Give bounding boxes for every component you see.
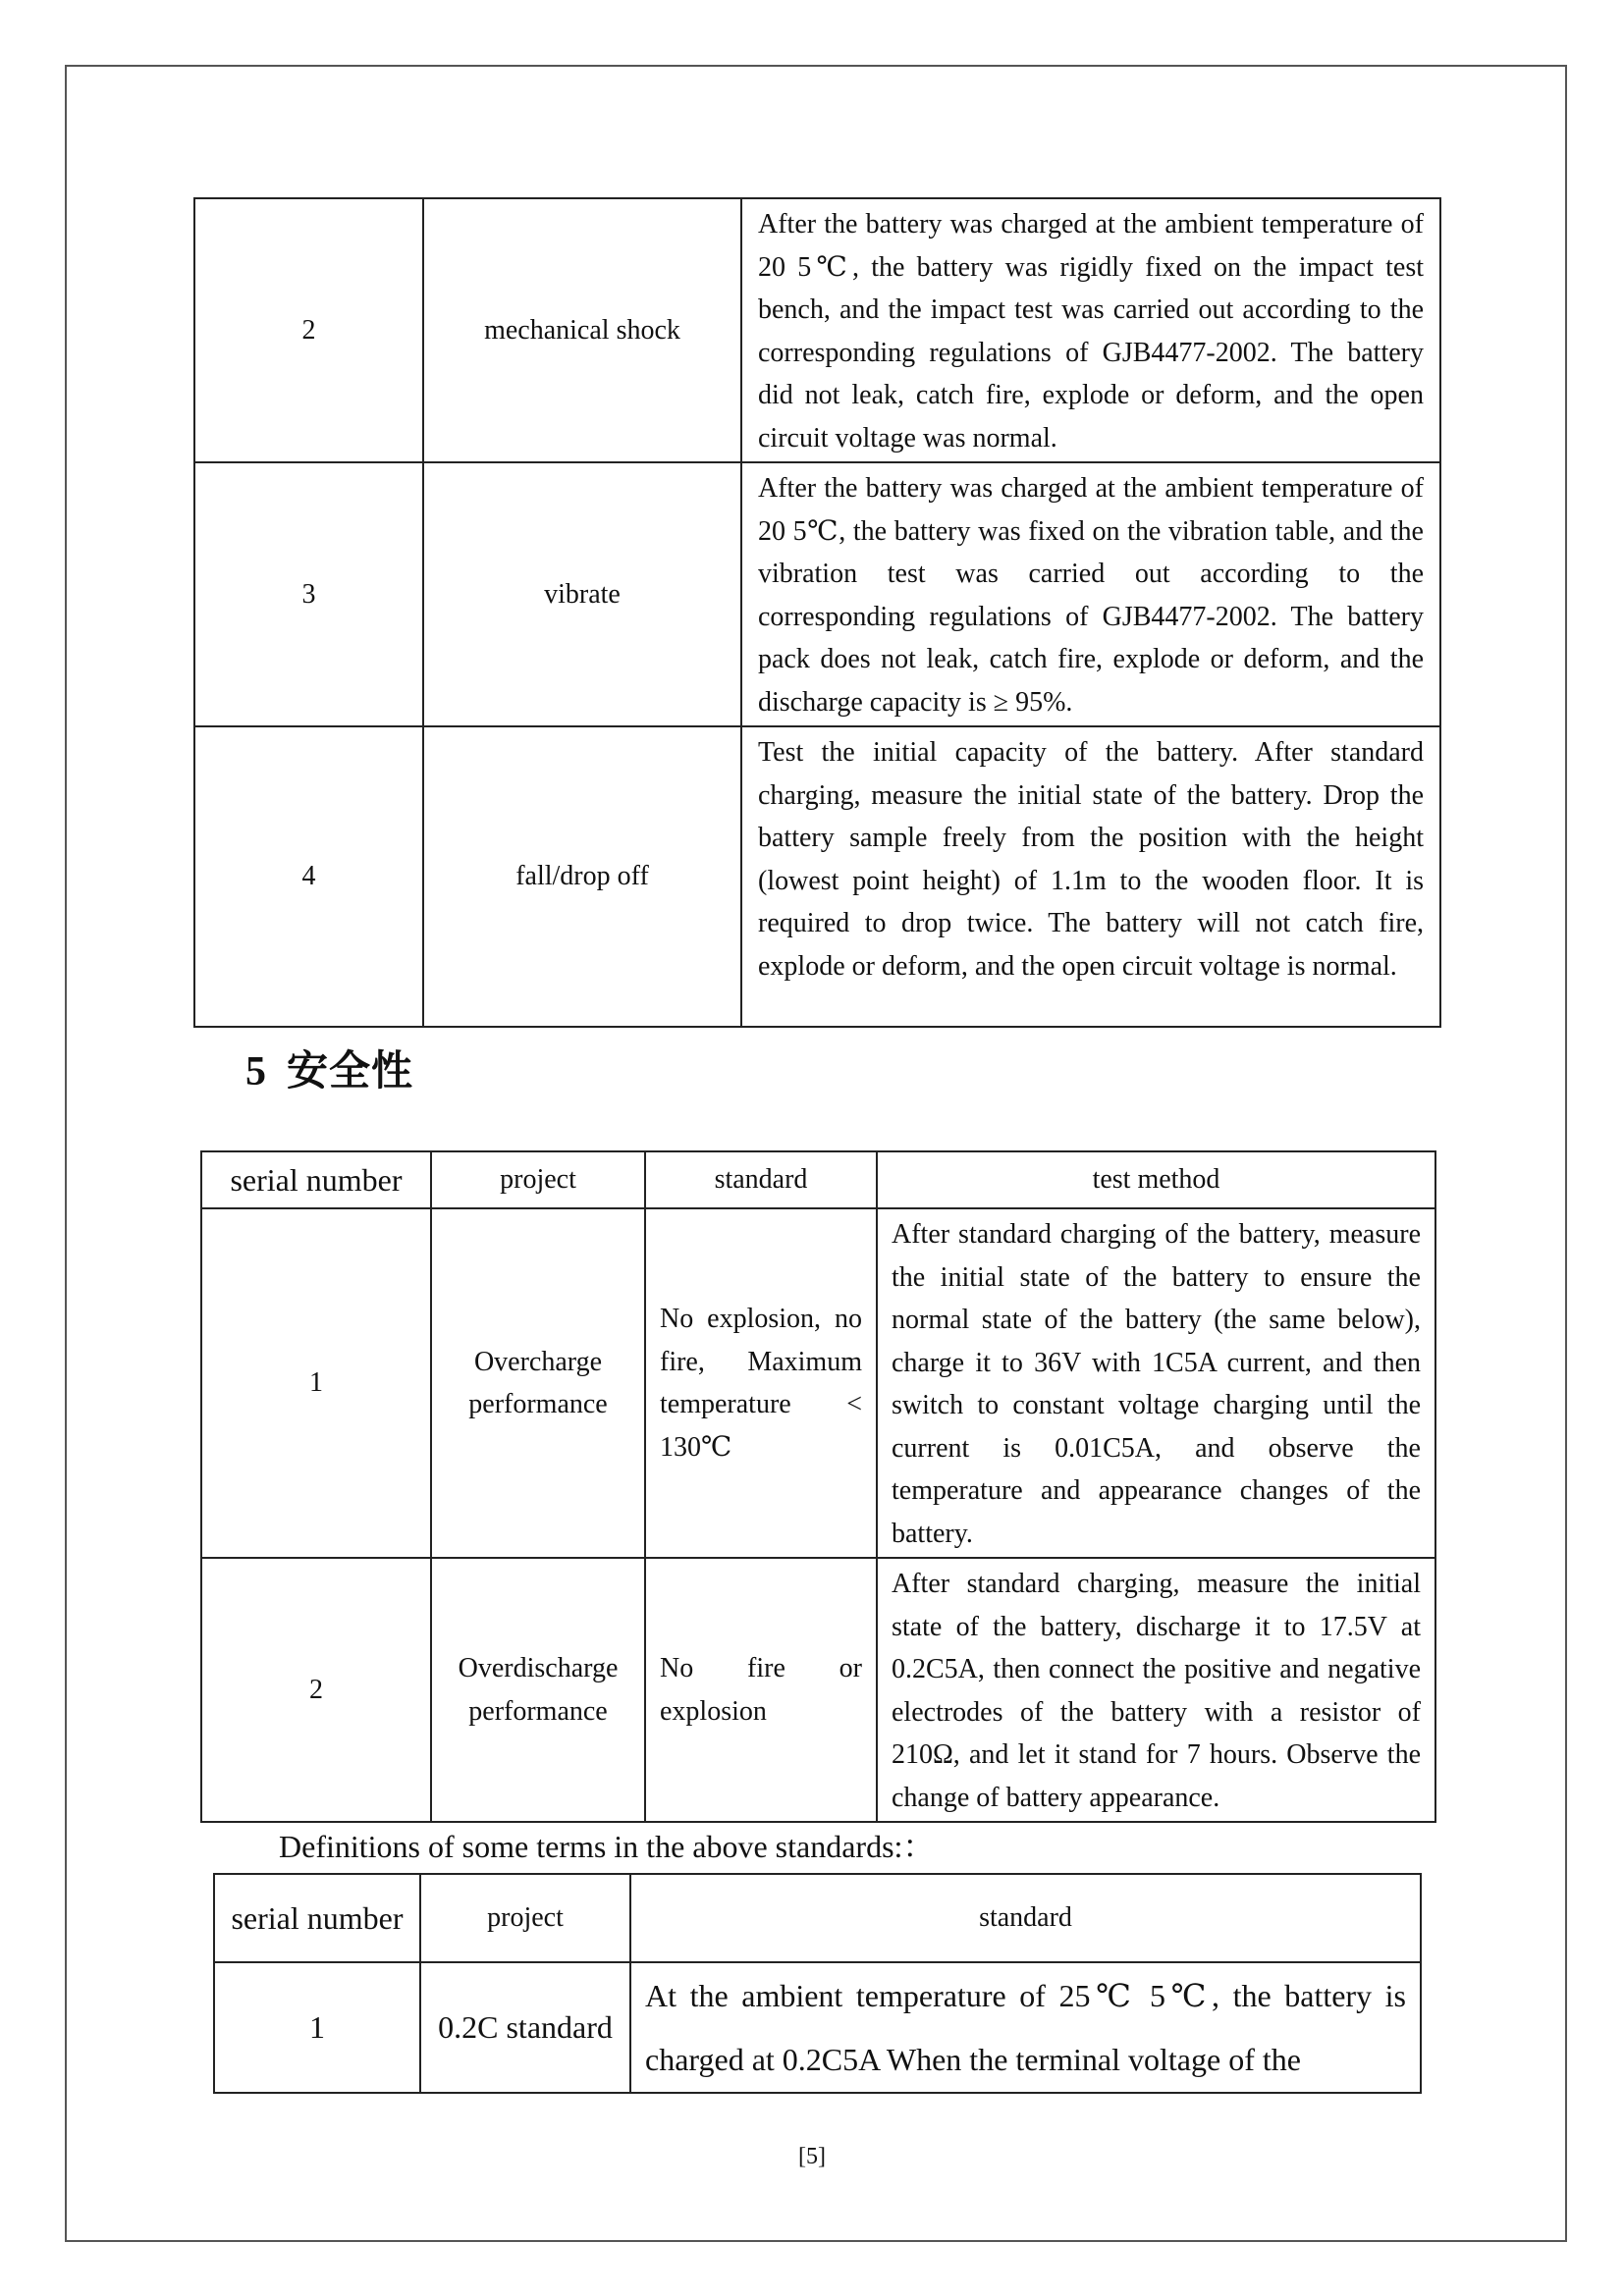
safety-table: [200, 1150, 1436, 1823]
project-cell: 0.2C standard: [420, 1962, 630, 2093]
method-cell: After standard charging of the battery, measure the initial state of the battery to ensure the normal state of the battery (the same below), charge it to 36V with 1C5A current, and then switch to constant voltage charging until the current is 0.01C5A, and observe the temperature and appearance changes of the battery.: [877, 1208, 1435, 1558]
table-header-row: [201, 1151, 1435, 1208]
serial-cell: 2: [194, 198, 423, 462]
standard-cell: No explosion, no fire, Maximum temperature < 130℃: [645, 1208, 877, 1558]
standard-cell: At the ambient temperature of 25℃ 5℃, the battery is charged at 0.2C5A When the terminal voltage of the: [630, 1962, 1421, 2093]
section-heading: [245, 1039, 413, 1097]
project-cell: Overcharge performance: [431, 1208, 645, 1558]
table-row: [194, 726, 1440, 1027]
header-serial-number: serial number: [201, 1151, 431, 1208]
item-cell: mechanical shock: [423, 198, 741, 462]
table-row: [201, 1208, 1435, 1558]
table-row: [201, 1558, 1435, 1822]
section-number: 5: [245, 1049, 267, 1095]
header-serial-number: serial number: [214, 1874, 420, 1962]
header-project: project: [431, 1151, 645, 1208]
serial-cell: 1: [214, 1962, 420, 2093]
description-cell: After the battery was charged at the ambient temperature of 20 5℃, the battery was fixed on the vibration table, and the vibration test was carried out according to the corresponding regulations of GJB4477-2002. The battery pack does not leak, catch fire, explode or deform, and the discharge capacity is ≥ 95%.: [741, 462, 1440, 726]
header-test-method: test method: [877, 1151, 1435, 1208]
page-number: [5]: [798, 2144, 826, 2169]
method-cell: After standard charging, measure the initial state of the battery, discharge it to 17.5V at 0.2C5A, then connect the positive and negative electrodes of the battery with a resistor of 210Ω, and let it stand for 7 hours. Observe the change of battery appearance.: [877, 1558, 1435, 1822]
table-row: [194, 462, 1440, 726]
serial-cell: 1: [201, 1208, 431, 1558]
table-row: [214, 1962, 1421, 2093]
standard-cell: No fire or explosion: [645, 1558, 877, 1822]
definitions-note: Definitions of some terms in the above standards:：: [279, 1829, 935, 1864]
description-cell: Test the initial capacity of the battery. After standard charging, measure the initial state of the battery. Drop the battery sample freely from the position with the height (lowest point height) of 1.1m to the wooden floor. It is required to drop twice. The battery will not catch fire, explode or deform, and the open circuit voltage is normal.: [741, 726, 1440, 1027]
project-cell: Overdischarge performance: [431, 1558, 645, 1822]
serial-cell: 4: [194, 726, 423, 1027]
definitions-table: [213, 1873, 1422, 2094]
section-title: 安全性: [287, 1049, 414, 1095]
table-header-row: [214, 1874, 1421, 1962]
header-standard: standard: [630, 1874, 1421, 1962]
table-row: [194, 198, 1440, 462]
header-project: project: [420, 1874, 630, 1962]
header-standard: standard: [645, 1151, 877, 1208]
item-cell: vibrate: [423, 462, 741, 726]
serial-cell: 3: [194, 462, 423, 726]
item-cell: fall/drop off: [423, 726, 741, 1027]
description-cell: After the battery was charged at the ambient temperature of 20 5℃, the battery was rigidly fixed on the impact test bench, and the impact test was carried out according to the corresponding regulations of GJB4477-2002. The battery did not leak, catch fire, explode or deform, and the open circuit voltage was normal.: [741, 198, 1440, 462]
mechanical-test-table: [193, 197, 1441, 1028]
serial-cell: 2: [201, 1558, 431, 1822]
